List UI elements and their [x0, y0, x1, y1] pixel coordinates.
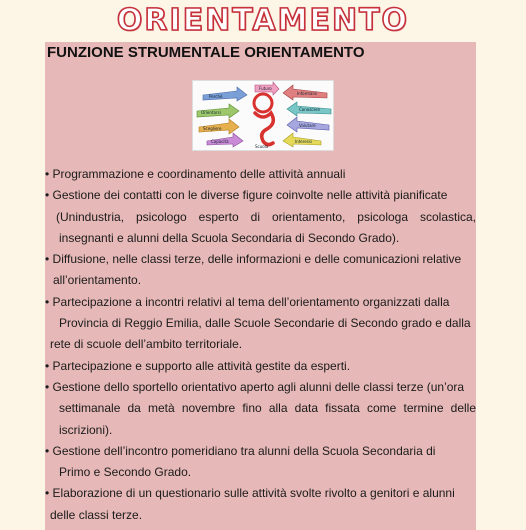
responsibilities-list: [45, 164, 476, 526]
list-item: [45, 185, 476, 249]
content-panel: [45, 42, 476, 530]
list-item-text: • Partecipazione a incontri relativi al tema dell’orientamento organizzati dalla: [45, 294, 450, 309]
list-item: [45, 292, 476, 356]
list-item-text: • Diffusione, nelle classi terze, delle informazioni e delle comunicazioni relative: [45, 252, 462, 267]
list-item-text: Provincia di Reggio Emilia, dalle Scuole Secondarie di Secondo grado e dalla: [59, 316, 471, 331]
list-item-text: insegnanti e alunni della Scuola Secondaria di Secondo Grado).: [59, 230, 400, 245]
image-label: Futuro: [259, 86, 272, 91]
list-item-text: • Partecipazione e supporto alle attività gestite da esperti.: [45, 358, 351, 373]
list-item-text: • Elaborazione di un questionario sulle attività svolte rivolto a genitori e alunni: [45, 486, 455, 501]
image-label: Conoscere: [299, 107, 320, 112]
image-label: Capacità: [211, 139, 229, 144]
image-label: Scegliere: [203, 126, 222, 131]
list-item-text: • Gestione dell’incontro pomeridiano tra alunni della Scuola Secondaria di: [45, 443, 436, 458]
list-item: [45, 483, 476, 526]
orientation-image: [192, 80, 334, 151]
list-item-text: • Programmazione e coordinamento delle attività annuali: [45, 167, 346, 181]
list-item-text: • Gestione dello sportello orientativo aperto agli alunni delle classi terze (un’ora: [45, 379, 465, 394]
image-label: Valutare: [299, 123, 316, 128]
list-item-text: rete di scuole dell’ambito territoriale.: [50, 337, 243, 352]
image-label: Informarsi: [297, 91, 318, 96]
section-heading: FUNZIONE STRUMENTALE ORIENTAMENTO: [47, 44, 365, 61]
list-item: [45, 249, 476, 292]
list-item: [45, 356, 476, 377]
list-item-text: iscrizioni).: [59, 422, 113, 437]
list-item: [45, 377, 476, 441]
list-item-text: Primo e Secondo Grado.: [59, 465, 192, 480]
image-label: Perché: [209, 94, 223, 99]
image-label: Scuola: [255, 144, 269, 149]
list-item-text: all’orientamento.: [53, 273, 142, 288]
list-item: [45, 441, 476, 484]
list-item-text: settimanale da metà novembre fino alla data fissata come termine delle: [59, 401, 476, 416]
list-item-text: • Gestione dei contatti con le diverse figure coinvolte nelle attività pianificate: [45, 188, 448, 203]
arrow-diagram-illustration: [193, 81, 333, 150]
list-item-text: delle classi terze.: [50, 507, 143, 522]
page-title: ORIENTAMENTO: [116, 3, 410, 38]
image-label: Orientarsi: [201, 110, 221, 115]
image-label: Interessi: [295, 139, 313, 144]
list-item-text: (Unindustria, psicologo esperto di orientamento, psicologa scolastica,: [56, 209, 476, 224]
list-item: [45, 164, 476, 185]
